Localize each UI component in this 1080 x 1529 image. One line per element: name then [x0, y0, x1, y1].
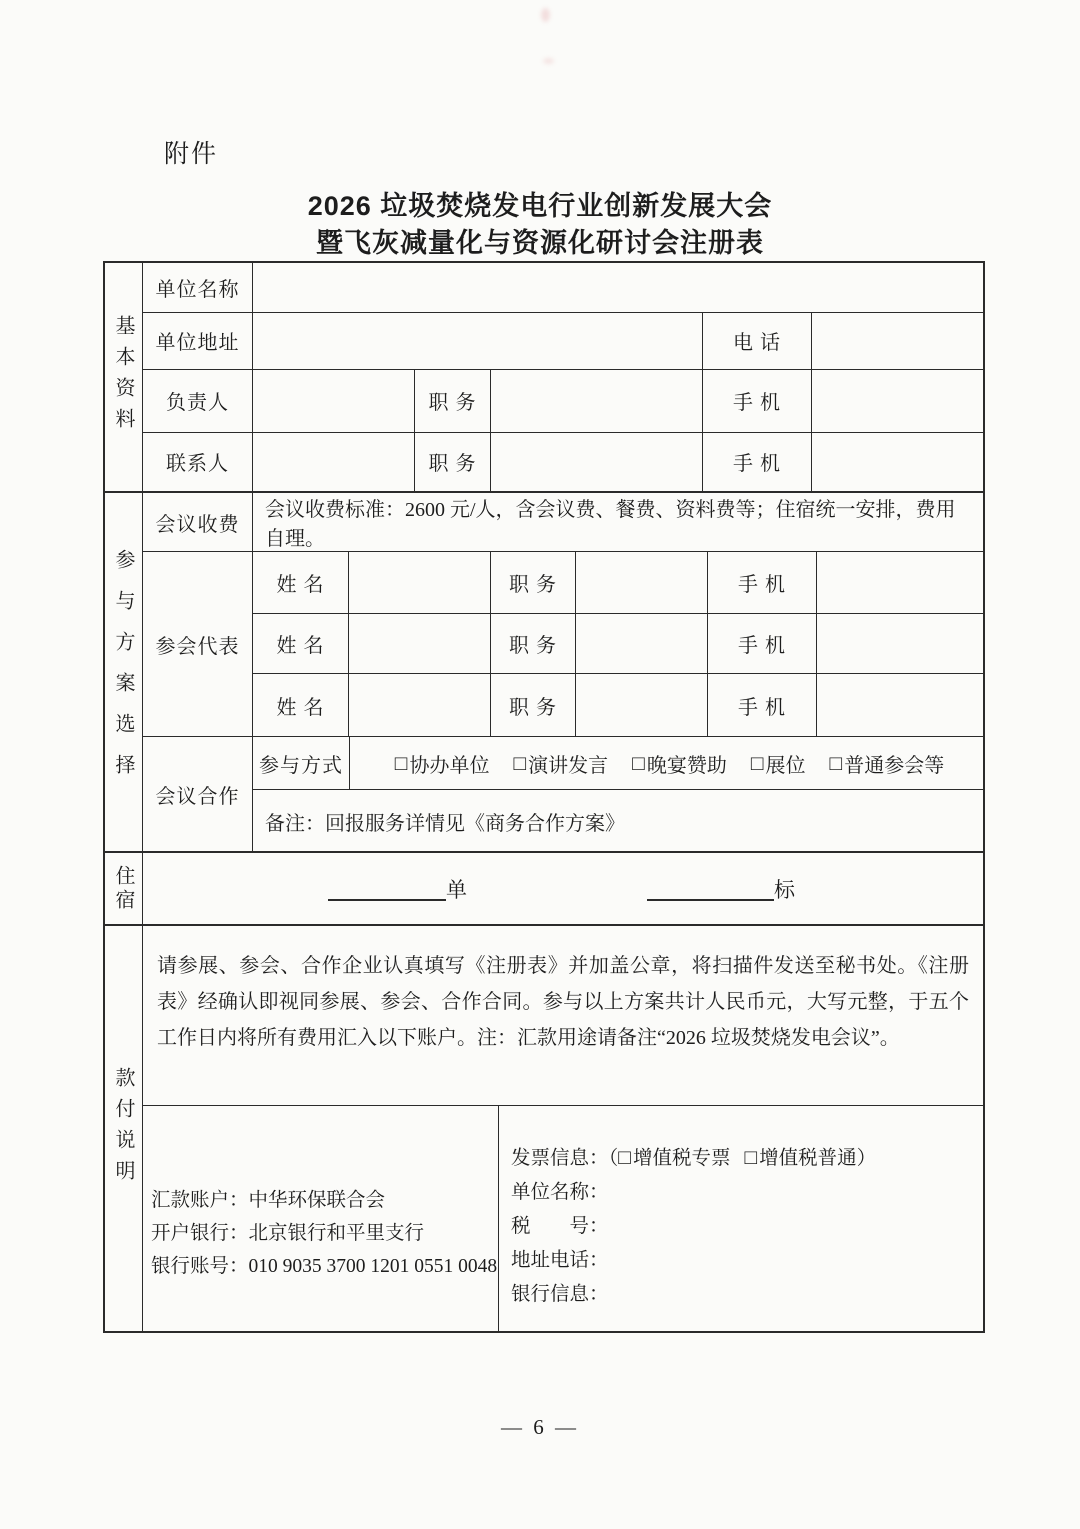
- phone-value: [812, 313, 983, 370]
- option-speech: [513, 749, 608, 778]
- document-title: [0, 188, 1080, 262]
- checkbox-icon: □: [394, 750, 408, 775]
- checkbox-icon: □: [744, 1145, 758, 1169]
- principal-label: 负责人: [143, 370, 253, 431]
- basic-info-rows: [143, 263, 983, 491]
- remit-bank-line: 开户银行：北京银行和平里支行: [151, 1223, 425, 1244]
- participation-options: [350, 737, 983, 789]
- payment-rows: [143, 926, 983, 1331]
- delegate-name-label: 姓 名: [253, 614, 349, 674]
- contact-row: [143, 433, 983, 491]
- remit-account-line: 汇款账户：中华环保联合会: [151, 1190, 386, 1211]
- invoice-bank-info-line: 银行信息：: [511, 1284, 609, 1305]
- principal-row: [143, 370, 983, 432]
- conference-fee-text: 会议收费标准：2600 元/人，含会议费、餐费、资料费等；住宿统一安排，费用自理。: [265, 499, 956, 550]
- delegate-name-label: 姓 名: [253, 674, 349, 736]
- option-label: 协办单位: [409, 754, 490, 777]
- cooperation-remark: 备注：回报服务详情见《商务合作方案》: [265, 812, 625, 835]
- document-title-line2: 暨飞灰减量化与资源化研讨会注册表: [316, 228, 764, 258]
- delegates-group: [143, 552, 983, 737]
- participation-mode-label: 参与方式: [253, 737, 350, 789]
- cooperation-label: 会议合作: [143, 737, 253, 852]
- delegate-mobile-value: [817, 552, 983, 613]
- position-value: [491, 370, 703, 431]
- invoice-prefix: 发票信息：（: [511, 1148, 619, 1169]
- blank-line: [647, 877, 774, 901]
- section-label-basic-info: 基本资料: [105, 263, 143, 491]
- principal-value: [253, 370, 415, 431]
- delegate-mobile-value: [817, 674, 983, 736]
- option-booth: [751, 749, 806, 778]
- checkbox-icon: □: [632, 750, 645, 775]
- unit-address-value: [253, 313, 703, 370]
- attachment-label: 附件: [164, 141, 219, 168]
- contact-label: 联系人: [143, 433, 253, 491]
- phone-label: 电 话: [703, 313, 812, 370]
- blank-line: [328, 877, 446, 901]
- delegate-position-label: 职 务: [491, 674, 576, 736]
- position-label: 职 务: [415, 370, 491, 431]
- lodging-standard-label: 标: [774, 877, 795, 902]
- mobile-label: 手 机: [703, 433, 812, 491]
- delegate-position-label: 职 务: [491, 552, 576, 613]
- lodging-single-label: 单: [446, 877, 467, 902]
- remittance-info: [143, 1106, 499, 1331]
- section-label-payment-instructions: 款付说明: [105, 926, 143, 1331]
- section-payment-instructions: [105, 926, 983, 1331]
- payment-note: 请参展、参会、合作企业认真填写《注册表》并加盖公章，将扫描件发送至秘书处。《注册表》经确认即视同参展、参会、合作合同。参与以上方案共计人民币元，大写元整，于五个工作日内将所有费用汇入以下账户。注：汇款用途请备注“2026 垃圾焚烧发电会议”。: [143, 926, 983, 1106]
- mobile-value: [812, 370, 983, 431]
- delegate-row: [253, 674, 983, 736]
- delegate-name-value: [349, 552, 491, 613]
- delegate-position-value: [576, 674, 708, 736]
- mobile-label: 手 机: [703, 370, 812, 431]
- delegates-label: 参会代表: [143, 552, 253, 736]
- scan-artifact: [543, 58, 554, 64]
- unit-address-row: [143, 313, 983, 371]
- checkbox-icon: □: [829, 750, 843, 775]
- invoice-tax-number-line: 税 号：: [511, 1216, 609, 1237]
- option-banquet-sponsor: [632, 749, 727, 778]
- contact-value: [253, 433, 415, 491]
- participation-mode-row: [253, 737, 983, 790]
- checkbox-icon: □: [750, 750, 764, 775]
- mobile-value: [812, 433, 983, 491]
- delegates-rows: [253, 552, 983, 736]
- unit-name-label: 单位名称: [143, 263, 253, 312]
- delegate-row: [253, 614, 983, 675]
- remit-account-number-line: 银行账号：010 9035 3700 1201 0551 0048: [151, 1256, 498, 1277]
- invoice-suffix: ）: [856, 1148, 877, 1169]
- delegate-position-value: [576, 552, 708, 613]
- section-lodging: [105, 853, 983, 926]
- cooperation-remark-row: [253, 790, 983, 852]
- lodging-content: [143, 853, 983, 924]
- checkbox-icon: □: [513, 750, 527, 775]
- delegate-name-value: [349, 674, 491, 736]
- conference-fee-label: 会议收费: [143, 493, 253, 551]
- cooperation-group: [143, 737, 983, 852]
- delegate-mobile-value: [817, 614, 983, 674]
- option-co-organizer: [395, 749, 490, 778]
- plan-rows: [143, 493, 983, 851]
- option-label: 普通参会等: [844, 754, 945, 777]
- option-regular-attendee: [830, 749, 945, 778]
- invoice-option-special: 增值税专票: [632, 1148, 731, 1169]
- option-label: 展位: [765, 754, 806, 777]
- delegate-mobile-label: 手 机: [708, 552, 817, 613]
- payment-details-row: [143, 1106, 983, 1331]
- section-label-lodging: 住宿: [105, 853, 143, 924]
- cooperation-rows: [253, 737, 983, 852]
- registration-form-table: [103, 261, 985, 1333]
- delegate-position-value: [576, 614, 708, 674]
- section-label-plan-selection: 参与方案选择: [105, 493, 143, 851]
- section-basic-info: [105, 263, 983, 493]
- checkbox-icon: □: [618, 1145, 631, 1169]
- invoice-header-line: [511, 1140, 977, 1176]
- section-plan-selection: [105, 493, 983, 853]
- invoice-info: [499, 1106, 983, 1331]
- option-label: 演讲发言: [528, 754, 609, 777]
- conference-fee-row: [143, 493, 983, 552]
- invoice-option-regular: 增值税普通: [759, 1148, 857, 1169]
- page-number: — 6 —: [501, 1415, 579, 1439]
- scan-artifact: [541, 8, 550, 22]
- position-value: [491, 433, 703, 491]
- invoice-address-phone-line: 地址电话：: [511, 1250, 609, 1271]
- delegate-mobile-label: 手 机: [708, 674, 817, 736]
- unit-name-value: [253, 263, 983, 312]
- unit-name-row: [143, 263, 983, 313]
- document-title-line1: 2026 垃圾焚烧发电行业创新发展大会: [307, 191, 773, 221]
- delegate-name-label: 姓 名: [253, 552, 349, 613]
- unit-address-label: 单位地址: [143, 313, 253, 370]
- position-label: 职 务: [415, 433, 491, 491]
- delegate-position-label: 职 务: [491, 614, 576, 674]
- delegate-name-value: [349, 614, 491, 674]
- invoice-unit-name-line: 单位名称：: [511, 1182, 609, 1203]
- delegate-row: [253, 552, 983, 614]
- delegate-mobile-label: 手 机: [708, 614, 817, 674]
- option-label: 晚宴赞助: [646, 754, 727, 777]
